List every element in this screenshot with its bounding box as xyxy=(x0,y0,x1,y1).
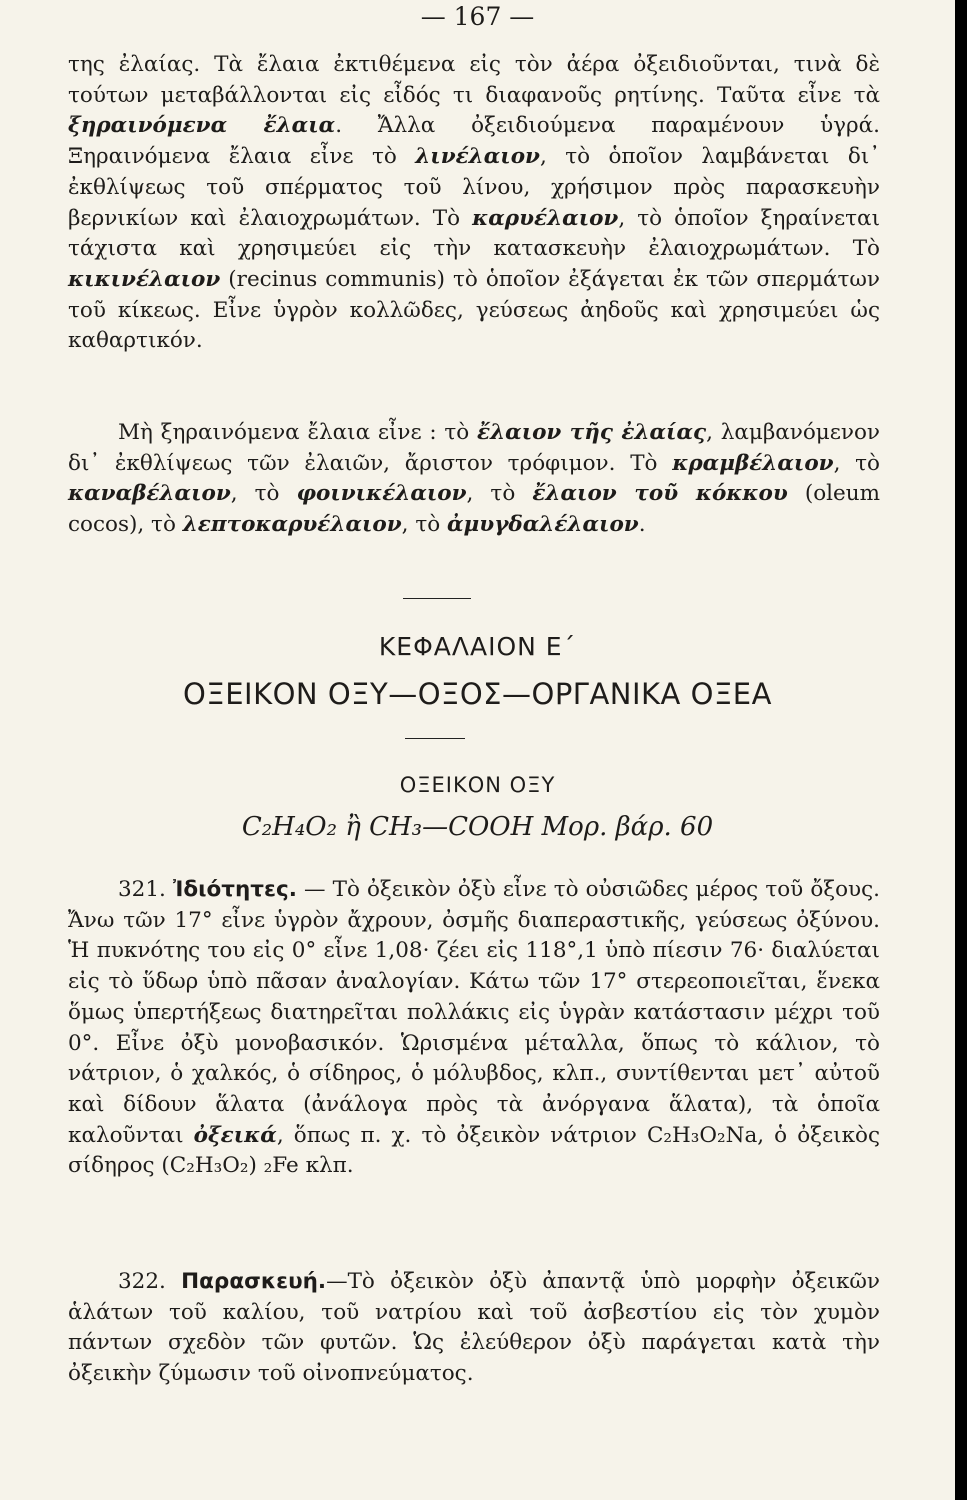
chapter-rule xyxy=(405,738,465,739)
chapter-label: ΚΕΦΑΛΑΙΟΝ Ε΄ xyxy=(378,632,577,661)
label-properties: Ἰδιότητες. xyxy=(172,877,297,902)
term-rapeseed-oil: κραμβέλαιον xyxy=(672,450,834,476)
chapter-title: ΟΞΕΙΚΟΝ ΟΞΥ—ΟΞΟΣ—ΟΡΓΑΝΙΚΑ ΟΞΕΑ xyxy=(183,677,772,711)
section-title: ΟΞΕΙΚΟΝ ΟΞΥ xyxy=(399,773,556,797)
separator-rule xyxy=(403,598,471,599)
paragraph-321-properties: 321. Ἰδιότητες. — Τὸ ὀξεικὸν ὀξὺ εἶνε τὸ οὐσιῶδες μέρος τοῦ ὄξους. Ἄνω τῶν 17° εἶνε ὑγρὸν ἄχρουν, ὀσμῆς διαπεραστικῆς, γεύσεως ὀξύνου. Ἡ πυκνότης του εἰς 0° εἶνε 1,08· ζέει εἰς 118°,1 ὑπὸ πίεσιν 76· διαλύεται εἰς τὸ ὕδωρ ὑπὸ πᾶσαν ἀναλογίαν. Κάτω τῶν 17° στερεοποιεῖται, ἕνεκα ὅμως ὑπερτήξεως διατηρεῖται πολλάκις εἰς ὑγρὰν κατάστασιν μέχρι τοῦ 0°. Εἶνε ὀξὺ μονοβασικόν. Ὡρισμένα μέταλλα, ὅπως τὸ κάλιον, τὸ νάτριον, ὁ χαλκός, ὁ σίδηρος, ὁ μόλυβδος, κλπ., συντίθενται μετ᾽ αὐτοῦ καὶ δίδουν ἅλατα (ἀνάλογα πρὸς τὰ ἀνόργανα ἅλατα), τὰ ὁποῖα καλοῦνται ὀξεικά, ὅπως π. χ. τὸ ὀξεικὸν νάτριον C₂H₃O₂Na, ὁ ὀξεικὸς σίδηρος (C₂H₃O₂) ₂Fe κλπ. xyxy=(68,877,880,1179)
term-hazelnut-oil: λεπτοκαρυέλαιον xyxy=(182,512,402,538)
term-olive-oil: ἔλαιον τῆς ἐλαίας xyxy=(477,420,707,445)
label-preparation: Παρασκευή. xyxy=(181,1269,327,1294)
chemical-formula: C₂H₄O₂ ἢ CH₃—COOH Μορ. βάρ. 60 xyxy=(241,812,714,842)
paragraph-322-preparation: 322. Παρασκευή.—Τὸ ὀξεικὸν ὀξὺ ἀπαντᾷ ὑπὸ μορφὴν ὀξεικῶν ἁλάτων τοῦ καλίου, τοῦ νατρίου καὶ τοῦ ἀσβεστίου εἰς τὸν χυμὸν πάντων σχεδὸν τῶν φυτῶν. Ὡς ἐλεύθερον ὀξὺ παράγεται κατὰ τὴν ὀξεικὴν ζύμωσιν τοῦ οἰνοπνεύματος. xyxy=(68,1269,880,1387)
term-walnut-oil: καρυέλαιον xyxy=(472,205,619,231)
term-castor-oil: κικινέλαιον xyxy=(68,266,221,292)
paragraph-drying-oils: της ἐλαίας. Τὰ ἔλαια ἐκτιθέμενα εἰς τὸν ἀέρα ὀξειδιοῦνται, τινὰ δὲ τούτων μεταβάλλονται εἰς εἶδός τι διαφανοῦς ρητίνης. Ταῦτα εἶνε τὰ ξηραινόμενα ἔλαια. Ἄλλα ὀξειδιούμενα παραμένουν ὑγρά. Ξηραινόμενα ἔλαια εἶνε τὸ λινέλαιον, τὸ ὁποῖον λαμβάνεται δι᾽ ἐκθλίψεως τοῦ σπέρματος τοῦ λίνου, χρήσιμον πρὸς παρασκευὴν βερνικίων καὶ ἐλαιοχρωμάτων. Τὸ καρυέλαιον, τὸ ὁποῖον ξηραίνεται τάχιστα καὶ χρησιμεύει εἰς τὴν κατασκευὴν ἐλαιοχρωμάτων. Τὸ κικινέλαιον (recinus communis) τὸ ὁποῖον ἐξάγεται ἐκ τῶν σπερμάτων τοῦ κίκεως. Εἶνε ὑγρὸν κολλῶδες, γεύσεως ἀηδοῦς καὶ χρησιμεύει ὡς καθαρτικόν. xyxy=(68,52,880,354)
term-acetates: ὀξεικά xyxy=(193,1122,277,1148)
term-palm-oil: φοινικέλαιον xyxy=(296,481,467,507)
term-hemp-oil: καναβέλαιον xyxy=(68,481,231,507)
term-almond-oil: ἀμυγδαλέλαιον xyxy=(447,512,639,538)
page-number: — 167 — xyxy=(420,2,535,31)
term-linseed-oil: λινέλαιον xyxy=(415,144,540,170)
term-drying-oils: ξηραινόμενα ἔλαια xyxy=(68,113,336,139)
paragraph-non-drying-oils: Μὴ ξηραινόμενα ἔλαια εἶνε : τὸ ἔλαιον τῆς ἐλαίας, λαμβανόμενον δι᾽ ἐκθλίψεως τῶν ἐλαιῶν, ἄριστον τρόφιμον. Τὸ κραμβέλαιον, τὸ καναβέλαιον, τὸ φοινικέλαιον, τὸ ἔλαιον τοῦ κόκκου (oleum cocos), τὸ λεπτοκαρυέλαιον, τὸ ἀμυγδαλέλαιον. xyxy=(68,420,881,538)
term-coconut-oil: ἔλαιον τοῦ κόκκου xyxy=(532,481,788,507)
scan-edge xyxy=(955,0,967,1500)
